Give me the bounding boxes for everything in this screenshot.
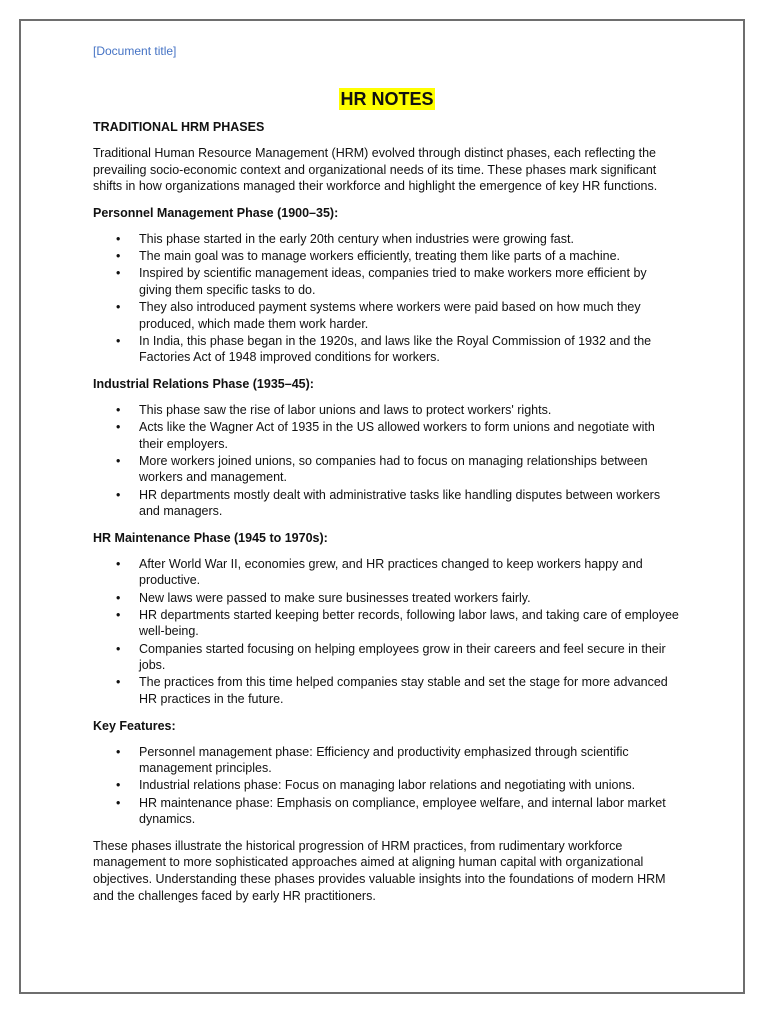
bullet-icon: • — [116, 248, 121, 263]
bullet-icon: • — [116, 231, 121, 246]
list-item: • Inspired by scientific management ideas, companies tried to make workers more efficient by giving them specific tasks to do. — [116, 266, 647, 297]
list-item: • Acts like the Wagner Act of 1935 in the US allowed workers to form unions and negotiate with their employers. — [116, 420, 655, 451]
bullet-icon: • — [116, 607, 121, 622]
bullet-icon: • — [116, 487, 121, 502]
document-title-placeholder[interactable]: [Document title] — [93, 44, 177, 58]
bullet-icon: • — [116, 453, 121, 468]
list-item: • Personnel management phase: Efficiency and productivity emphasized through scientific management principles. — [116, 744, 629, 776]
list-item: • HR departments mostly dealt with administrative tasks like handling disputes between workers and managers. — [116, 487, 661, 519]
conclusion-paragraph: These phases illustrate the historical progression of HRM practices, from rudimentary workforce management to more sophisticated approaches aimed at aligning human capital with organizational objectives. Understanding these phases provides valuable insights into the foundations of modern HRM and the challenges faced by early HR practitioners. — [93, 838, 666, 903]
list-item: • More workers joined unions, so companies had to focus on managing relationships between workers and management. — [116, 453, 648, 485]
section-heading: TRADITIONAL HRM PHASES — [93, 120, 265, 134]
bullet-list-hr-maintenance — [93, 556, 681, 708]
list-item: • In India, this phase began in the 1920s, and laws like the Royal Commission of 1932 and the Factories Act of 1948 improved conditions for workers. — [116, 333, 652, 365]
bullet-icon: • — [116, 778, 121, 793]
list-item: • Industrial relations phase: Focus on managing labor relations and negotiating with unions. — [116, 778, 636, 793]
bullet-list-key-features — [93, 744, 681, 828]
list-item: • This phase started in the early 20th century when industries were growing fast. — [116, 231, 574, 246]
list-item: • After World War II, economies grew, and HR practices changed to keep workers happy and productive. — [116, 556, 643, 588]
phase-heading-personnel: Personnel Management Phase (1900–35): — [93, 205, 339, 220]
list-item: • HR departments started keeping better records, following labor laws, and taking care of employee well-being. — [116, 607, 679, 639]
bullet-list-industrial-relations — [93, 402, 681, 520]
bullet-icon: • — [116, 795, 121, 810]
main-title: HR NOTES — [340, 89, 434, 109]
document-page — [19, 19, 745, 994]
main-title-wrap — [93, 88, 681, 112]
list-item: • The practices from this time helped companies stay stable and set the stage for more advanced HR practices in the future. — [116, 675, 668, 706]
list-item: • The main goal was to manage workers efficiently, treating them like parts of a machine. — [116, 248, 621, 263]
bullet-icon: • — [116, 299, 121, 314]
list-item: • New laws were passed to make sure businesses treated workers fairly. — [116, 590, 531, 605]
phase-heading-key-features: Key Features: — [93, 718, 176, 733]
phase-heading-hr-maintenance: HR Maintenance Phase (1945 to 1970s): — [93, 530, 328, 545]
list-item: • HR maintenance phase: Emphasis on compliance, employee welfare, and internal labor market dynamics. — [116, 795, 666, 827]
bullet-icon: • — [116, 641, 121, 656]
intro-paragraph: Traditional Human Resource Management (HRM) evolved through distinct phases, each reflecting the prevailing socio-economic context and organizational needs of its time. These phases mark significant shifts in how organizations managed their workforce and highlight the emergence of key HR functions. — [93, 146, 658, 194]
phase-heading-industrial-relations: Industrial Relations Phase (1935–45): — [93, 376, 314, 391]
document-content — [93, 43, 681, 914]
list-item: • This phase saw the rise of labor unions and laws to protect workers' rights. — [116, 402, 552, 417]
bullet-icon: • — [116, 590, 121, 605]
bullet-icon: • — [116, 675, 121, 690]
bullet-icon: • — [116, 266, 121, 281]
bullet-icon: • — [116, 333, 121, 348]
list-item: • They also introduced payment systems where workers were paid based on how much they produced, which made them work harder. — [116, 299, 641, 331]
bullet-icon: • — [116, 402, 121, 417]
bullet-list-personnel — [93, 231, 681, 366]
list-item: • Companies started focusing on helping employees grow in their careers and feel secure in their jobs. — [116, 641, 666, 673]
bullet-icon: • — [116, 744, 121, 759]
bullet-icon: • — [116, 420, 121, 435]
bullet-icon: • — [116, 556, 121, 571]
